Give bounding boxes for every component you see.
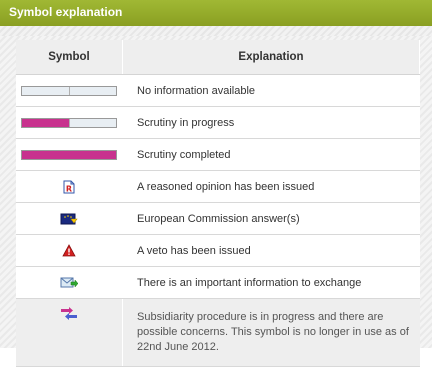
table-row bbox=[16, 171, 420, 203]
explanation-text: Subsidiarity procedure is in progress and there are possible concerns. This symbol is no longer in use as of 22nd June 2012. bbox=[123, 299, 420, 367]
table-row bbox=[16, 299, 420, 367]
column-header-symbol: Symbol bbox=[16, 40, 123, 75]
section-header bbox=[0, 0, 432, 26]
table-row bbox=[16, 203, 420, 235]
explanation-text: Scrutiny in progress bbox=[123, 107, 420, 139]
symbol-table bbox=[16, 40, 420, 367]
section-title: Symbol explanation bbox=[9, 5, 123, 19]
svg-text:R: R bbox=[65, 184, 73, 193]
veto-warning-icon bbox=[62, 244, 76, 257]
explanation-text: A veto has been issued bbox=[123, 235, 420, 267]
table-header-row bbox=[16, 40, 420, 75]
table-row bbox=[16, 107, 420, 139]
explanation-text: Scrutiny completed bbox=[123, 139, 420, 171]
progress-bar-full-icon bbox=[21, 150, 117, 160]
commission-answer-icon bbox=[60, 213, 78, 225]
explanation-text: A reasoned opinion has been issued bbox=[123, 171, 420, 203]
table-row bbox=[16, 139, 420, 171]
reasoned-opinion-icon bbox=[63, 180, 75, 194]
table-row bbox=[16, 75, 420, 107]
column-header-explanation: Explanation bbox=[123, 40, 420, 75]
table-row bbox=[16, 235, 420, 267]
table-row bbox=[16, 267, 420, 299]
progress-fill bbox=[22, 119, 69, 127]
progress-fill bbox=[22, 151, 116, 159]
explanation-text: There is an important information to exchange bbox=[123, 267, 420, 299]
progress-bar-half-icon bbox=[21, 118, 117, 128]
explanation-text: European Commission answer(s) bbox=[123, 203, 420, 235]
subsidiarity-arrows-icon bbox=[60, 307, 78, 321]
explanation-text: No information available bbox=[123, 75, 420, 107]
header-stripe bbox=[0, 26, 432, 36]
progress-bar-empty-icon bbox=[21, 86, 117, 96]
information-exchange-icon bbox=[60, 276, 78, 289]
